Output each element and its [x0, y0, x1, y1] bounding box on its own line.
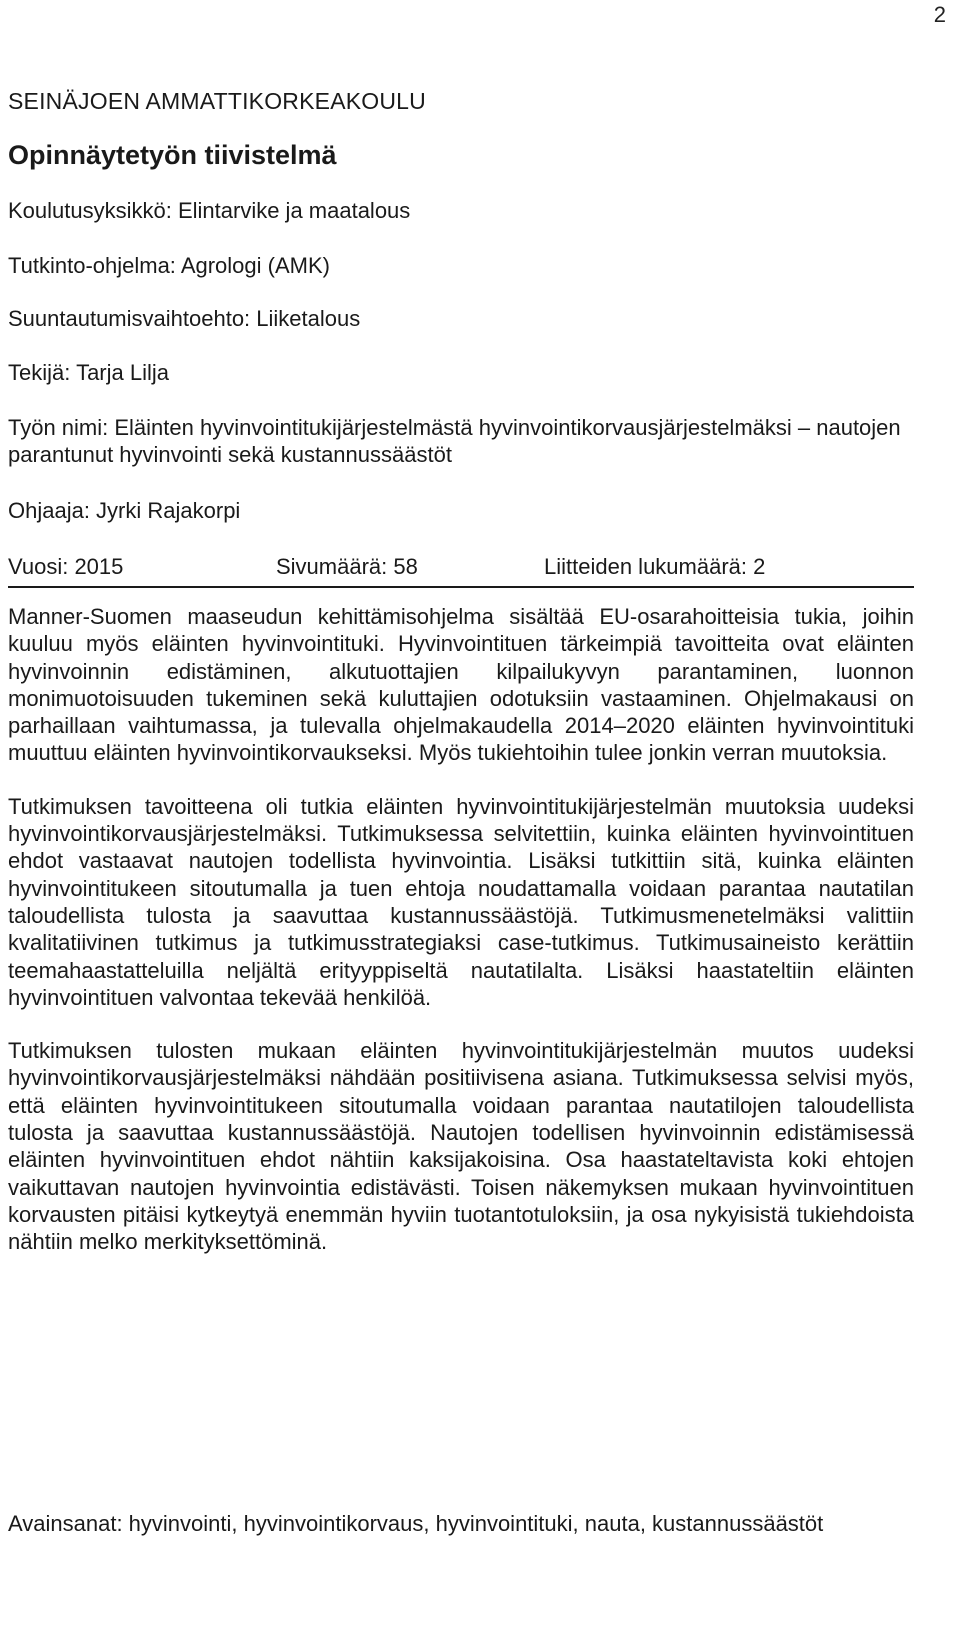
abstract-paragraph: Tutkimuksen tulosten mukaan eläinten hyvinvointitukijärjestelmän muutos uudeksi hyvinvointikorvausjärjestelmäksi nähdään positiivisena asiana. Tutkimuksessa selvisi myös, että eläinten hyvinvointitukeen sitoutumalla voidaan parantaa nautatilojen taloudellista tulosta ja saavuttaa kustannussäästöjä. Nautojen todellisen hyvinvoinnin edistämisessä eläinten hyvinvointituen ehdot nähtiin kaksijakoisina. Osa haastateltavista koki ehtojen vaikuttavan nautojen hyvinvointia edistävästi. Toisen näkemyksen mukaan hyvinvointituen korvausten pitäisi kytkeytyä enemmän hyviin tuotantotuloksiin, ja osa nykyisistä tukiehdoista nähtiin melko merkityksettöminä. [8, 1038, 914, 1255]
abstract-page [8, 88, 914, 1256]
work-title-line: Työn nimi: Eläinten hyvinvointitukijärjestelmästä hyvinvointikorvausjärjestelmäksi – nautojen parantunut hyvinvointi sekä kustannussäästöt [8, 415, 901, 467]
abstract-body [8, 603, 914, 1256]
page-title: Opinnäytetyön tiivistelmä [8, 140, 337, 170]
supervisor-line: Ohjaaja: Jyrki Rajakorpi [8, 498, 241, 523]
author-line: Tekijä: Tarja Lilja [8, 360, 170, 385]
program-line: Tutkinto-ohjelma: Agrologi (AMK) [8, 253, 330, 278]
page-number: 2 [933, 2, 946, 27]
year-stat: Vuosi: 2015 [8, 554, 124, 579]
stats-row [8, 553, 914, 588]
page-count-stat: Sivumäärä: 58 [276, 554, 418, 579]
unit-line: Koulutusyksikkö: Elintarvike ja maatalous [8, 198, 411, 223]
abstract-paragraph: Tutkimuksen tavoitteena oli tutkia eläinten hyvinvointitukijärjestelmän muutoksia uudeksi hyvinvointikorvausjärjestelmäksi. Tutkimuksessa selvitettiin, kuinka eläinten hyvinvointituen ehdot vastaavat nautojen todellista hyvinvointia. Lisäksi tutkittiin sitä, kuinka eläinten hyvinvointitukeen sitoutumalla ja tuen ehtoja noudattamalla voidaan parantaa nautatilan taloudellista tulosta ja saavuttaa kustannussäästöjä. Tutkimusmenetelmäksi valittiin kvalitatiivinen tutkimus ja tutkimusstrategiaksi case-tutkimus. Tutkimusaineisto kerättiin teemahaastatteluilla neljältä erityyppiseltä nautatilalta. Lisäksi haastateltiin eläinten hyvinvointituen valvontaa tekevää henkilöä. [8, 793, 914, 1010]
school-name: SEINÄJOEN AMMATTIKORKEAKOULU [8, 88, 426, 114]
abstract-paragraph: Manner-Suomen maaseudun kehittämisohjelma sisältää EU-osarahoitteisia tukia, joihin kuuluu myös eläinten hyvinvointituki. Hyvinvointituen tärkeimpiä tavoitteita ovat eläinten hyvinvoinnin edistäminen, alkutuottajien kilpailukyvyn parantaminen, luonnon monimuotoisuuden tukeminen sekä kuluttajien odotuksiin vastaaminen. Ohjelmakausi on parhaillaan vaihtumassa, ja tulevalla ohjelmakaudella 2014–2020 eläinten hyvinvointituki muuttuu eläinten hyvinvointikorvaukseksi. Myös tukiehtoihin tulee jonkin verran muutoksia. [8, 604, 914, 766]
specialization-line: Suuntautumisvaihtoehto: Liiketalous [8, 306, 361, 331]
attachment-count-stat: Liitteiden lukumäärä: 2 [544, 554, 766, 579]
keywords-line: Avainsanat: hyvinvointi, hyvinvointikorvaus, hyvinvointituki, nauta, kustannussäästöt [8, 1511, 824, 1536]
